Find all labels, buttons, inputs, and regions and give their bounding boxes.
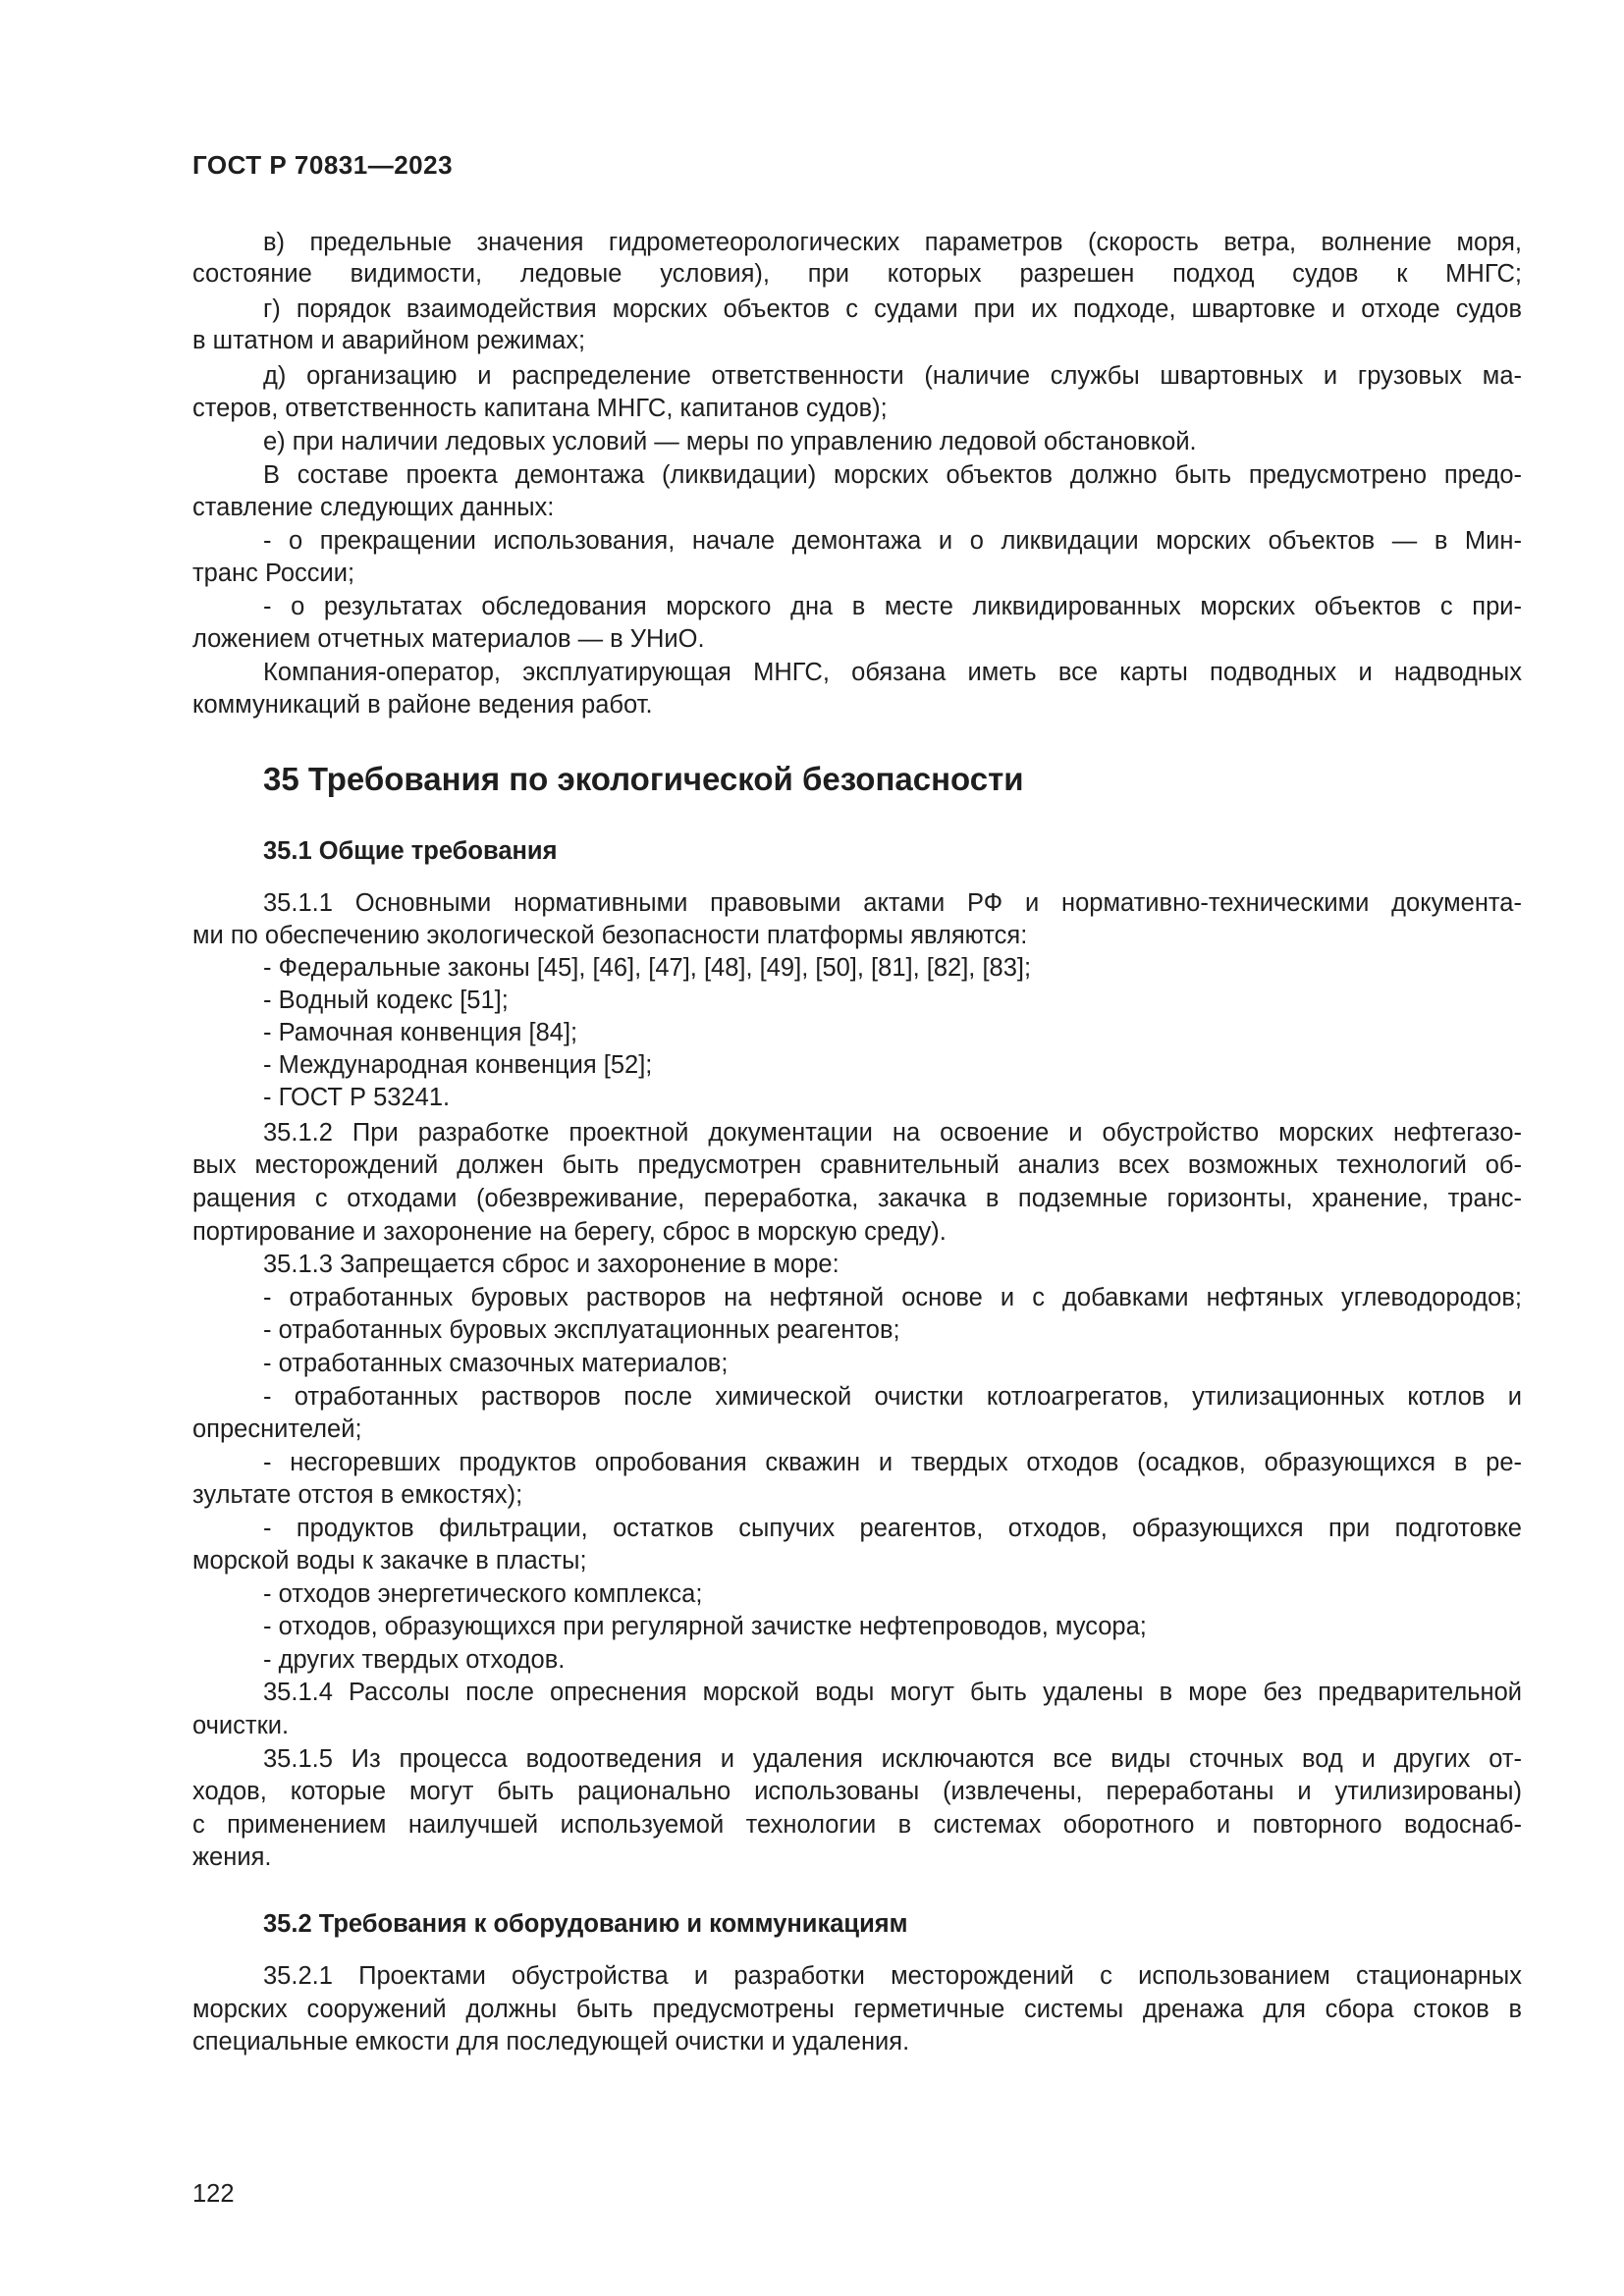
text-line: 35.1.3 Запрещается сброс и захоронение в море: [263, 1251, 839, 1278]
text-line: в штатном и аварийном режимах; [192, 327, 586, 354]
list-item: - других твердых отходов. [263, 1646, 566, 1674]
text-line: - о результатах обследования морского дна в месте ликвидированных морских объектов с при- [263, 593, 1522, 620]
list-item: - несгоревших продуктов опробования скважин и твердых отходов (осадков, образующихся в ре- [263, 1449, 1522, 1476]
text-line: морских сооружений должны быть предусмотрены герметичные системы дренажа для сбора стоков в [192, 1996, 1522, 2023]
text-line: 35.1.2 При разработке проектной документации на освоение и обустройство морских нефтегазо- [263, 1119, 1522, 1147]
list-item: - Международная конвенция [52]; [263, 1051, 653, 1079]
text-line: коммуникаций в районе ведения работ. [192, 691, 653, 719]
list-item: - отработанных растворов после химической очистки котлоагрегатов, утилизационных котлов и [263, 1383, 1522, 1411]
text-line: в) предельные значения гидрометеорологических параметров (скорость ветра, волнение моря, [263, 229, 1522, 256]
text-line: ми по обеспечению экологической безопасности платформы являются: [192, 922, 1028, 949]
list-item: - отходов энергетического комплекса; [263, 1580, 703, 1608]
text-line: 35.1.4 Рассолы после опреснения морской воды могут быть удалены в море без предварительной [263, 1679, 1522, 1706]
subsection-heading-35-1: 35.1 Общие требования [263, 837, 558, 865]
text-line: 35.2.1 Проектами обустройства и разработки месторождений с использованием стационарных [263, 1962, 1522, 1990]
text-line: ложением отчетных материалов — в УНиО. [192, 625, 705, 653]
text-line: г) порядок взаимодействия морских объектов с судами при их подходе, швартовке и отходе судов [263, 295, 1522, 323]
text-line: В составе проекта демонтажа (ликвидации) морских объектов должно быть предусмотрено предо- [263, 461, 1522, 489]
list-item: - ГОСТ Р 53241. [263, 1084, 451, 1111]
text-line: очистки. [192, 1712, 290, 1739]
list-item: - отработанных буровых эксплуатационных реагентов; [263, 1316, 900, 1344]
text-line: ходов, которые могут быть рационально использованы (извлечены, переработаны и утилизированы) [192, 1778, 1522, 1805]
text-line: ращения с отходами (обезвреживание, переработка, закачка в подземные горизонты, хранение, транс- [192, 1185, 1522, 1212]
text-line: зультате отстоя в емкостях); [192, 1481, 523, 1509]
text-line: е) при наличии ледовых условий — меры по управлению ледовой обстановкой. [263, 428, 1197, 455]
subsection-heading-35-2: 35.2 Требования к оборудованию и коммуникациям [263, 1910, 908, 1938]
list-item: - продуктов фильтрации, остатков сыпучих реагентов, отходов, образующихся при подготовке [263, 1515, 1522, 1542]
text-line: морской воды к закачке в пласты; [192, 1547, 587, 1575]
text-line: портирование и захоронение на берегу, сброс в морскую среду). [192, 1218, 947, 1246]
list-item: - Рамочная конвенция [84]; [263, 1019, 578, 1046]
text-line: Компания-оператор, эксплуатирующая МНГС, обязана иметь все карты подводных и надводных [263, 659, 1522, 686]
text-line: 35.1.1 Основными нормативными правовыми актами РФ и нормативно-техническими документа- [263, 889, 1522, 917]
text-line: специальные емкости для последующей очистки и удаления. [192, 2028, 910, 2056]
list-item: - Федеральные законы [45], [46], [47], [48], [49], [50], [81], [82], [83]; [263, 954, 1032, 982]
text-line: ставление следующих данных: [192, 494, 555, 521]
text-line: стеров, ответственность капитана МНГС, капитанов судов); [192, 395, 888, 422]
text-line: 35.1.5 Из процесса водоотведения и удаления исключаются все виды сточных вод и других от- [263, 1745, 1522, 1773]
list-item: - Водный кодекс [51]; [263, 987, 509, 1014]
text-line: жения. [192, 1843, 272, 1871]
section-heading-35: 35 Требования по экологической безопасности [263, 761, 1024, 797]
list-item: - отходов, образующихся при регулярной зачистке нефтепроводов, мусора; [263, 1613, 1147, 1640]
document-code-header: ГОСТ Р 70831—2023 [192, 150, 454, 180]
page-number: 122 [192, 2180, 235, 2208]
list-item: - отработанных смазочных материалов; [263, 1350, 729, 1377]
text-line: д) организацию и распределение ответственности (наличие службы швартовных и грузовых ма- [263, 362, 1522, 390]
text-line: состояние видимости, ледовые условия), при которых разрешен подход судов к МНГС; [192, 260, 1522, 288]
list-item: - отработанных буровых растворов на нефтяной основе и с добавками нефтяных углеводородов; [263, 1284, 1522, 1311]
text-line: транс России; [192, 560, 355, 587]
text-line: вых месторождений должен быть предусмотрен сравнительный анализ всех возможных технологий об- [192, 1151, 1522, 1179]
text-line: - о прекращении использования, начале демонтажа и о ликвидации морских объектов — в Мин- [263, 527, 1522, 555]
text-line: опреснителей; [192, 1415, 362, 1443]
text-line: с применением наилучшей используемой технологии в системах оборотного и повторного водоснаб- [192, 1811, 1522, 1839]
